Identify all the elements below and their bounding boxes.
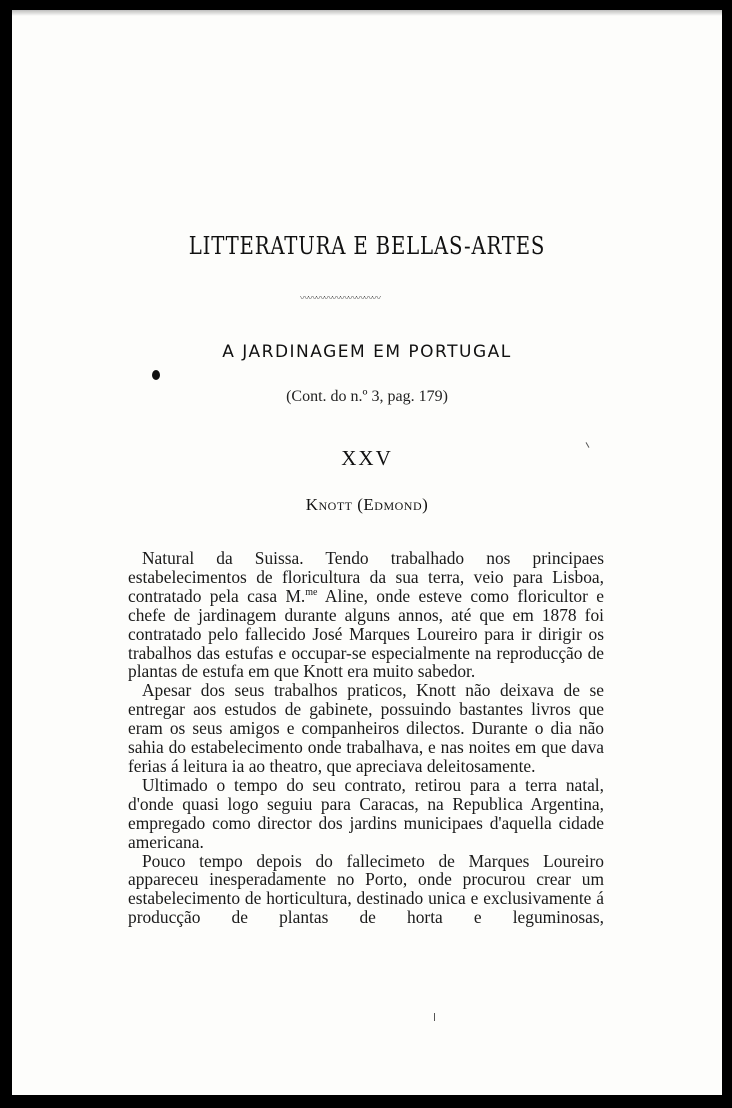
- ornament-divider: 〰〰〰〰〰〰〰〰〰〰: [300, 296, 381, 302]
- article-body: [128, 549, 604, 927]
- scan-mark: [434, 1013, 435, 1021]
- paragraph-3: Ultimado o tempo do seu contrato, retirou para a terra natal, d'onde quasi logo seguiu para Caracas, na Republica Argentina, empregado como director dos jardins municipaes d'aquella cidade americana.: [128, 774, 604, 852]
- paragraph-1-text-a: Natural da Suissa. Tendo trabalhado nos principaes estabelecimentos de floricultura da sua terra, veio para Lisboa, contratado pela casa M.: [128, 548, 604, 606]
- paragraph-1-superscript: me: [305, 587, 318, 599]
- continuation-note: (Cont. do n.º 3, pag. 179): [286, 388, 448, 405]
- section-title: LITTERATURA E BELLAS-ARTES: [188, 232, 546, 260]
- paragraph-1: [128, 549, 604, 681]
- paragraph-1-text-b: Aline, onde esteve como floricultor e chefe de jardinagem durante alguns annos, até que em 1878 foi contratado pelo fallecido José Marques Loureiro para ir dirigir os trabalhos das estufas e occupar-se especialmente na reproducção de plantas de estufa em que Knott era muito sabedor.: [128, 585, 604, 682]
- paragraph-4: Pouco tempo depois do fallecimeto de Marques Loureiro appareceu inesperadamente no Porto, onde procurou crear um estabelecimento de horticultura, destinado unica e exclusivamente á producção de plantas de horta e leguminosas,: [128, 850, 604, 928]
- chapter-number: XXV: [341, 446, 393, 470]
- paper-sheet: [12, 10, 722, 1095]
- subheading-name: Knott (Edmond): [305, 495, 429, 514]
- ink-blot: [152, 370, 160, 380]
- scan-edge-shadow: [12, 10, 722, 16]
- article-title: A JARDINAGEM EM PORTUGAL: [222, 342, 512, 362]
- paragraph-2: Apesar dos seus trabalhos praticos, Knott não deixava de se entregar aos estudos de gabinete, possuindo bastantes livros que eram os seus amigos e companheiros dilectos. Durante o dia não sahia do estabelecimento onde trabalhava, e nas noites em que dava ferias á leitura ia ao theatro, que apreciava deleitosamente.: [128, 680, 604, 776]
